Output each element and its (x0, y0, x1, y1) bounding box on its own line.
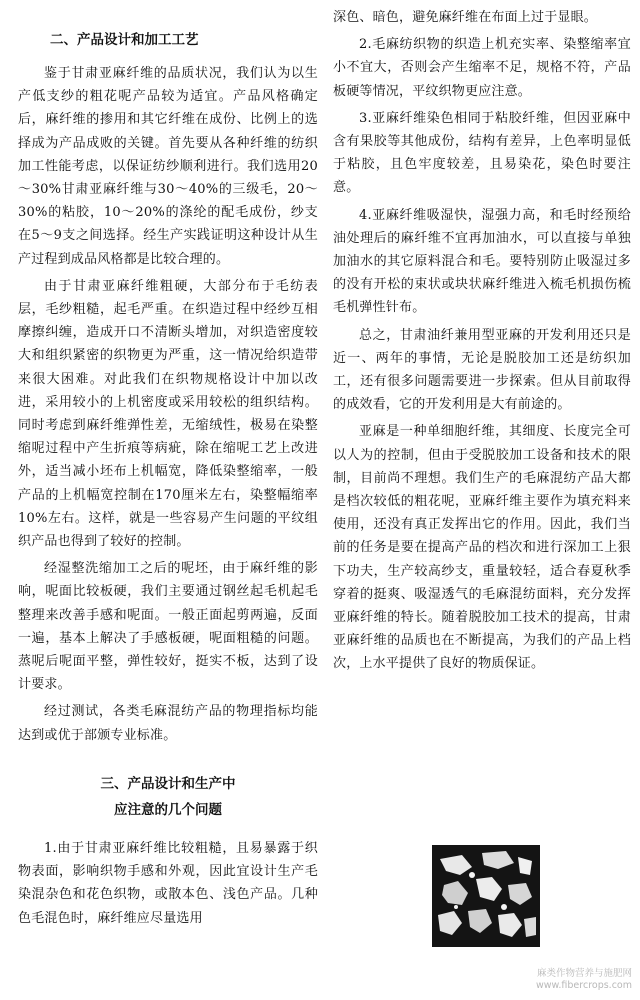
section3-continuation: 深色、暗色，避免麻纤维在布面上过于显眼。 (333, 10, 598, 25)
section3-title-line1: 三、产品设计和生产中 (100, 775, 236, 792)
section3-paragraph-1: 1.由于甘肃亚麻纤维比较粗糙，且易暴露于织物表面，影响织物手感和外观，因此宜设计生产毛染混杂色和花色织物，或散本色、浅色产品。几种色毛混色时，麻纤维应尽量选用 (18, 840, 318, 926)
section2-paragraph-2: 由于甘肃亚麻纤维粗硬，大部分布于毛纺表层，毛纱粗糙，起毛严重。在织造过程中经纱互相摩擦纠缠，造成开口不清断头增加，对织造密度较大和组织紧密的织物更为严重，这一情况给织造带来很大困难。对此我们在织物规格设计中加以改进，采用较小的上机密度或采用较松的组织结构。同时考虑到麻纤维弹性差，无缩绒性，极易在染整缩呢过程中产生折痕等病疵，除在缩呢工艺上改进外，适当减小坯布上机幅宽，降低染整缩率，一般产品的上机幅宽控制在170厘米左右，染整幅缩率10%左右。这样，就是一些容易产生问题的平纹组织产品也得到了较好的控制。 (18, 278, 318, 550)
left-column (18, 6, 318, 930)
section3-title (18, 771, 318, 823)
watermark-site-name: 麻类作物营养与施肥网 (536, 968, 632, 979)
section2-paragraph-1: 鉴于甘肃亚麻纤维的品质状况，我们认为以生产低支纱的粗花呢产品较为适宜。产品风格确定后，麻纤维的掺用和其它纤维在成份、比例上的选择成为产品成败的关键。首先要从各种纤维的纺织加工性能考虑，以保证纺纱顺利进行。我们选用20～30%甘肃亚麻纤维与30～40%的三级毛，20～30%的粘胶，10～20%的涤纶的配毛成份，纱支在5～9支之间选择。经生产实践证明这种设计从生产过程到成品风格都是比较合理的。 (18, 66, 318, 267)
section2-paragraph-3: 经湿整洗缩加工之后的呢坯，由于麻纤维的影响，呢面比较板硬，我们主要通过钢丝起毛机起毛整理来改善手感和呢面。一般正面起剪两遍，反面一遍，基本上解决了手感板硬，呢面粗糙的问题。蒸呢后呢面平整，弹性较好，挺实不板，达到了设计要求。 (18, 561, 318, 693)
section3-paragraph-4: 4.亚麻纤维吸湿快，湿强力高，和毛时经预给油处理后的麻纤维不宜再加油水，可以直接与单独加油水的其它原料混合和毛。要特别防止吸湿过多的没有开松的束状或块状麻纤维进入梳毛机损伤梳毛机弹性针布。 (333, 207, 631, 316)
section3-paragraph-3: 3.亚麻纤维染色相同于粘胶纤维，但因亚麻中含有果胶等其他成份，结构有差异，上色率明显低于粘胶，且色牢度较差，且易染花，染色时要注意。 (333, 110, 631, 196)
section3-paragraph-2: 2.毛麻纺织物的织造上机充实率、染整缩率宜小不宜大，否则会产生缩率不足，规格不符，产品板硬等情况，平纹织物更应注意。 (333, 37, 631, 99)
watermark-url: www.fibercrops.com (535, 980, 632, 991)
watermark (536, 968, 632, 992)
section3-title-line2: 应注意的几个问题 (114, 801, 222, 818)
section2-title: 二、产品设计和加工工艺 (50, 32, 199, 48)
summary-paragraph: 总之，甘肃油纤兼用型亚麻的开发利用还只是近一、两年的事情，无论是脱胶加工还是纺织加工，还有很多问题需要进一步探索。但从目前取得的成效看，它的开发利用是大有前途的。 (333, 327, 631, 413)
right-column (333, 6, 631, 676)
conclusion-paragraph: 亚麻是一种单细胞纤维，其细度、长度完全可以人为的控制，但由于受脱胶加工设备和技术的限制，目前尚不理想。我们生产的毛麻混纺产品大都是档次较低的粗花呢，亚麻纤维主要作为填充料来使用，还没有真正发挥出它的作用。因此，我们当前的任务是要在提高产品的档次和进行深加工上狠下功夫，生产较高纱支，重量较轻，适合春夏秋季穿着的挺爽、吸湿透气的毛麻混纺面料，充分发挥亚麻纤维的特长。随着脱胶加工技术的提高，甘肃亚麻纤维的品质也在不断提高，为我们的产品上档次，上水平提供了良好的物质保证。 (333, 424, 631, 672)
section2-paragraph-4: 经过测试，各类毛麻混纺产品的物理指标均能达到或优于部颁专业标准。 (18, 704, 318, 743)
emblem-image (432, 845, 540, 947)
